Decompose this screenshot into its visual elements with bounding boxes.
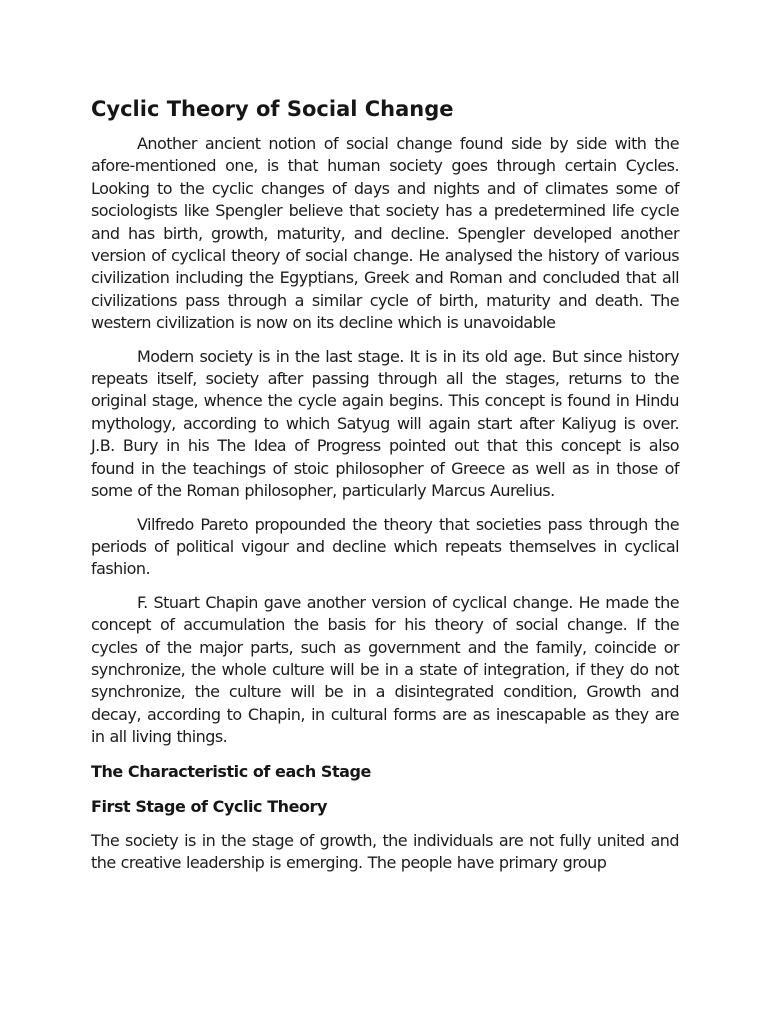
section-heading: The Characteristic of each Stage bbox=[91, 761, 371, 781]
paragraph-chapin: F. Stuart Chapin gave another version of cyclical change. He made the concept of accumulation the basis for his theory of social change. If the cycles of the major parts, such as government and the family, coincide or synchronize, the whole culture will be in a state of integration, if they do not synchronize, the culture will be in a disintegrated condition, Growth and decay, according to Chapin, in cultural forms are as inescapable as they are in all living things. bbox=[91, 592, 679, 747]
paragraph-first-stage: The society is in the stage of growth, the individuals are not fully united and the creative leadership is emerging. The people have primary group bbox=[91, 830, 679, 872]
paragraph-pareto: Vilfredo Pareto propounded the theory that societies pass through the periods of political vigour and decline which repeats themselves in cyclical fashion. bbox=[91, 514, 679, 579]
document-title: Cyclic Theory of Social Change bbox=[91, 97, 454, 121]
paragraph-modern-society: Modern society is in the last stage. It is in its old age. But since history repeats itself, society after passing through all the stages, returns to the original stage, whence the cycle again begins. This concept is found in Hindu mythology, according to which Satyug will again start after Kaliyug is over. J.B. Bury in his The Idea of Progress pointed out that this concept is also found in the teachings of stoic philosopher of Greece as well as in those of some of the Roman philosopher, particularly Marcus Aurelius. bbox=[91, 346, 679, 501]
subsection-heading: First Stage of Cyclic Theory bbox=[91, 796, 327, 816]
paragraph-spengler: Another ancient notion of social change found side by side with the afore-mentioned one, is that human society goes through certain Cycles. Looking to the cyclic changes of days and nights and of climates some of sociologists like Spengler believe that society has a predetermined life cycle and has birth, growth, maturity, and decline. Spengler developed another version of cyclical theory of social change. He analysed the history of various civilization including the Egyptians, Greek and Roman and concluded that all civilizations pass through a similar cycle of birth, maturity and death. The western civilization is now on its decline which is unavoidable bbox=[91, 134, 679, 333]
